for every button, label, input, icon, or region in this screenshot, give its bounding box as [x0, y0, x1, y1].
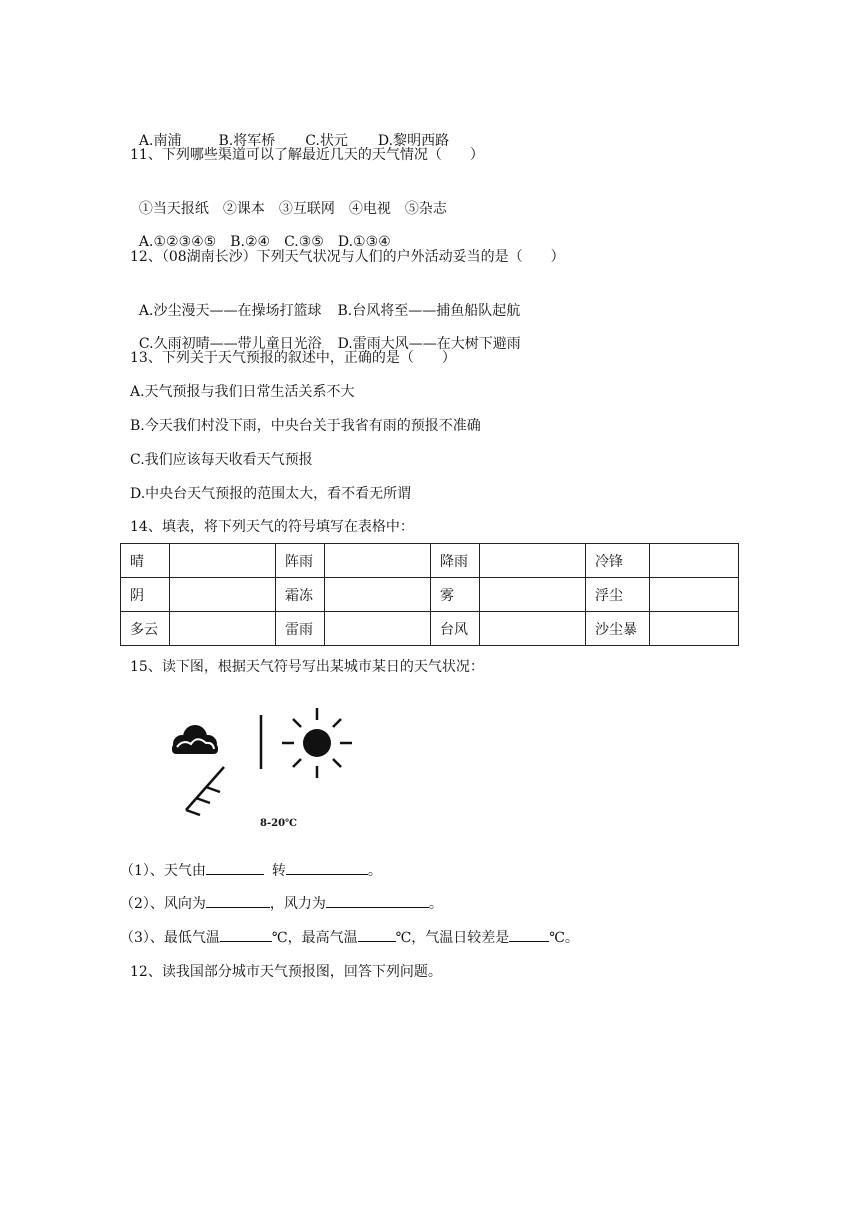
cloud-icon [172, 725, 218, 754]
q12-option-b: B.台风将至——捕鱼船队起航 [337, 303, 521, 319]
answer-blank[interactable] [206, 893, 270, 908]
symbol-answer-cell[interactable] [170, 544, 276, 578]
q10-option-a: A.南浦 [138, 133, 182, 149]
q15-line1-prefix: （1）、天气由 [120, 863, 206, 879]
q12-option-a: A.沙尘漫天——在操场打篮球 [138, 303, 322, 319]
q10-option-c: C.状元 [305, 133, 348, 149]
weather-symbols-figure [160, 700, 370, 830]
q13-stem: 13、下列关于天气预报的叙述中，正确的是（ ） [130, 350, 456, 366]
q11-item-4: ④电视 [348, 201, 391, 217]
q11-option-c: C.③⑤ [284, 234, 324, 250]
table-row [121, 544, 739, 578]
symbol-answer-cell[interactable] [650, 544, 739, 578]
weather-label: 霜冻 [276, 578, 325, 612]
answer-blank[interactable] [220, 927, 272, 942]
temperature-label: 8-20℃ [260, 818, 298, 829]
q12-stem: 12、（08湖南长沙）下列天气状况与人们的户外活动妥当的是（ ） [130, 249, 565, 265]
q15-line2-prefix: （2）、风向为 [120, 896, 206, 912]
answer-blank[interactable] [286, 860, 368, 875]
wind-icon [186, 767, 224, 815]
q15-line2-mid: ，风力为 [269, 896, 326, 912]
symbol-answer-cell[interactable] [170, 612, 276, 646]
table-row [121, 578, 739, 612]
weather-label: 晴 [121, 544, 170, 578]
q11-item-1: ①当天报纸 [138, 201, 209, 217]
weather-label: 雾 [431, 578, 480, 612]
table-row [121, 612, 739, 646]
q14-stem: 14、填表，将下列天气的符号填写在表格中： [130, 519, 414, 535]
q15-stem: 15、读下图，根据天气符号写出某城市某日的天气状况： [130, 659, 484, 675]
q13-option-d: D.中央台天气预报的范围太大，看不看无所谓 [130, 486, 412, 502]
symbol-answer-cell[interactable] [480, 544, 586, 578]
q11-stem: 11、下列哪些渠道可以了解最近几天的天气情况（ ） [130, 147, 484, 163]
weather-symbol-table [120, 543, 739, 646]
q15-line3-prefix: （3）、最低气温 [120, 930, 220, 946]
answer-blank[interactable] [326, 893, 429, 908]
weather-label: 雷雨 [276, 612, 325, 646]
symbol-answer-cell[interactable] [480, 612, 586, 646]
symbol-answer-cell[interactable] [650, 612, 739, 646]
q16-stem: 12、读我国部分城市天气预报图，回答下列问题。 [130, 964, 442, 980]
weather-symbols-diagram [160, 700, 370, 830]
q15-line3-mid2: ℃，气温日较差是 [395, 930, 510, 946]
weather-label: 阴 [121, 578, 170, 612]
q11-option-b: B.②④ [230, 234, 271, 250]
q15-line1-mid: 转 [271, 863, 286, 879]
symbol-answer-cell[interactable] [480, 578, 586, 612]
q15-line1-end: 。 [367, 863, 382, 879]
weather-label: 阵雨 [276, 544, 325, 578]
q13-option-a: A.天气预报与我们日常生活关系不大 [130, 384, 355, 400]
q12-option-c: C.久雨初晴——带儿童日光浴 [138, 336, 322, 352]
q15-line2-end: 。 [428, 896, 443, 912]
symbol-answer-cell[interactable] [325, 612, 431, 646]
answer-blank[interactable] [509, 927, 549, 942]
weather-label: 沙尘暴 [586, 612, 650, 646]
q12-option-d: D.雷雨大风——在大树下避雨 [337, 336, 521, 352]
q15-line3 [120, 927, 579, 948]
q13-option-c: C.我们应该每天收看天气预报 [130, 452, 313, 468]
q11-item-2: ②课本 [222, 201, 265, 217]
weather-label: 降雨 [431, 544, 480, 578]
answer-blank[interactable] [206, 860, 264, 875]
q15-line3-end: ℃。 [549, 930, 579, 946]
q10-option-d: D.黎明西路 [377, 133, 450, 149]
q11-item-3: ③互联网 [278, 201, 335, 217]
q11-item-5: ⑤杂志 [404, 201, 447, 217]
symbol-answer-cell[interactable] [325, 544, 431, 578]
q11-option-a: A.①②③④⑤ [138, 234, 217, 250]
answer-blank[interactable] [358, 927, 396, 942]
symbol-answer-cell[interactable] [650, 578, 739, 612]
weather-label: 冷锋 [586, 544, 650, 578]
symbol-answer-cell[interactable] [170, 578, 276, 612]
q15-line3-mid1: ℃，最高气温 [271, 930, 358, 946]
sun-icon [282, 708, 352, 778]
q15-line2 [120, 893, 443, 914]
q15-line1 [120, 860, 382, 881]
q10-option-b: B.将军桥 [218, 133, 276, 149]
q11-option-d: D.①③④ [337, 234, 391, 250]
symbol-answer-cell[interactable] [325, 578, 431, 612]
weather-label: 台风 [431, 612, 480, 646]
q11-options [130, 212, 391, 252]
weather-label: 浮尘 [586, 578, 650, 612]
q13-option-b: B.今天我们村没下雨，中央台关于我省有雨的预报不准确 [130, 418, 481, 434]
weather-label: 多云 [121, 612, 170, 646]
